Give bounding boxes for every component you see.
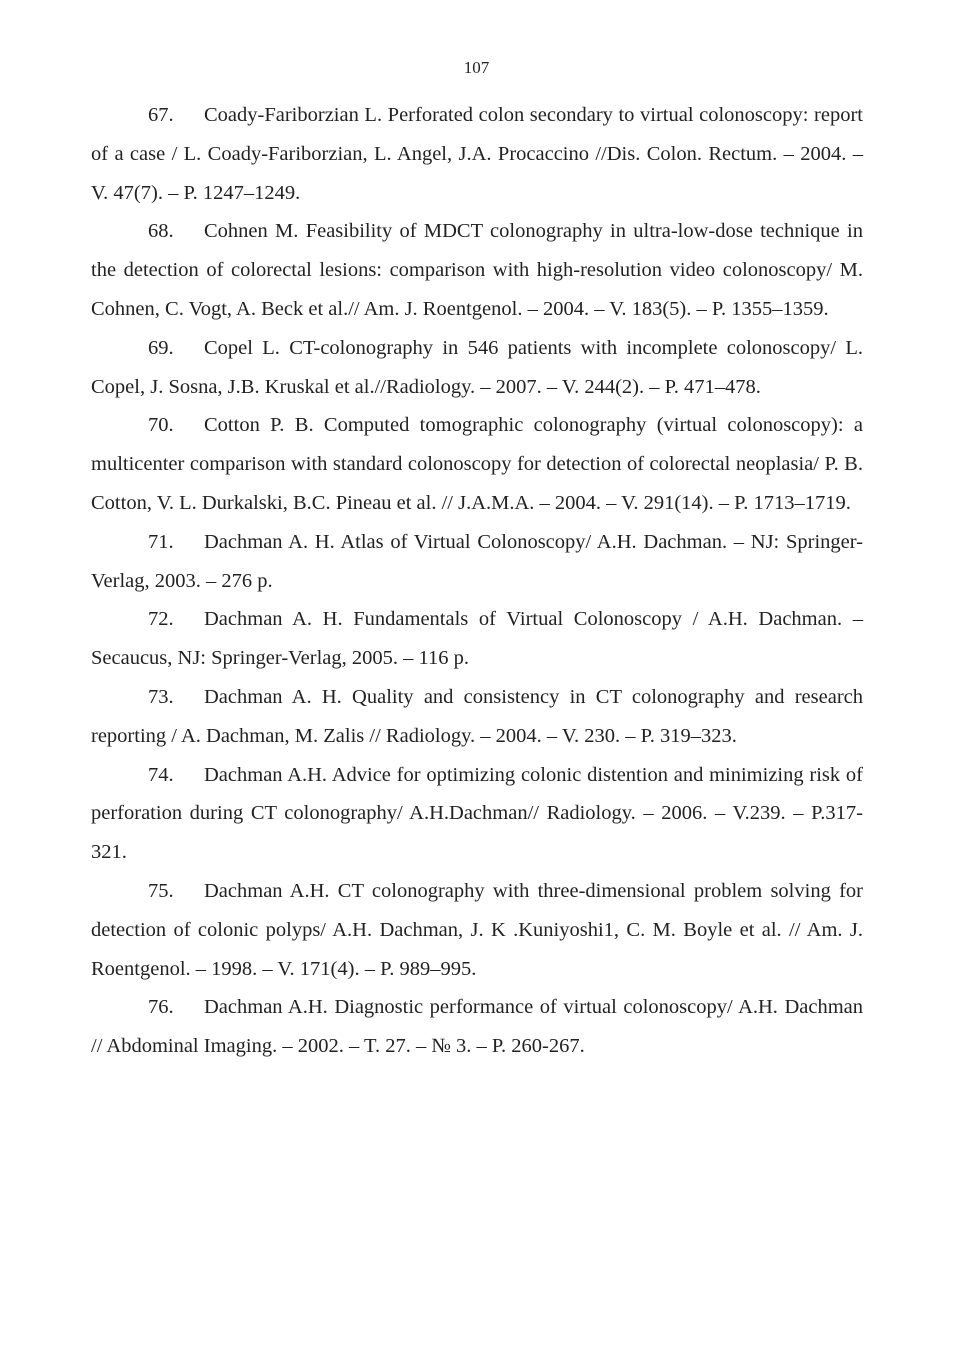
- reference-number: 70.: [148, 414, 174, 437]
- reference-text: Dachman A. H. Atlas of Virtual Colonoscopy/ A.H. Dachman. – NJ: Springer-Verlag, 2003. – 276 p.: [91, 530, 863, 592]
- reference-list: [91, 96, 863, 1066]
- reference-number: 69.: [148, 336, 174, 359]
- reference-text: Dachman A.H. Diagnostic performance of virtual colonoscopy/ A.H. Dachman // Abdominal Imaging. – 2002. – T. 27. – № 3. – P. 260-267.: [91, 996, 863, 1058]
- reference-number: 68.: [148, 220, 174, 243]
- reference-item-71: [91, 523, 863, 601]
- reference-text: Coady-Fariborzian L. Perforated colon secondary to virtual colonoscopy: report of a case / L. Coady-Fariborzian, L. Angel, J.A. Procaccino //Dis. Colon. Rectum. – 2004. – V. 47(7). – P. 1247–1249.: [91, 104, 863, 204]
- reference-number: 76.: [148, 996, 174, 1019]
- reference-text: Dachman A.H. Advice for optimizing colonic distention and minimizing risk of perforation during CT colonography/ A.H.Dachman// Radiology. – 2006. – V.239. – P.317-321.: [91, 763, 863, 864]
- reference-item-69: [91, 329, 863, 407]
- reference-text: Copel L. CT-colonography in 546 patients with incomplete colonoscopy/ L. Copel, J. Sosna, J.B. Kruskal et al.//Radiology. – 2007. – V. 244(2). – P. 471–478.: [91, 336, 863, 398]
- reference-item-68: [91, 212, 863, 328]
- reference-item-73: [91, 678, 863, 756]
- reference-item-70: [91, 406, 863, 522]
- reference-item-72: [91, 600, 863, 678]
- reference-item-74: [91, 756, 863, 872]
- reference-text: Dachman A. H. Quality and consistency in CT colonography and research reporting / A. Dachman, M. Zalis // Radiology. – 2004. – V. 230. – P. 319–323.: [91, 685, 863, 747]
- page-number: 107: [463, 58, 490, 77]
- reference-item-67: [91, 96, 863, 212]
- reference-number: 73.: [148, 685, 174, 708]
- reference-text: Cotton P. B. Computed tomographic colonography (virtual colonoscopy): a multicenter comparison with standard colonoscopy for detection of colorectal neoplasia/ P. B. Cotton, V. L. Durkalski, B.C. Pineau et al. // J.A.M.A. – 2004. – V. 291(14). – P. 1713–1719.: [91, 414, 863, 514]
- reference-text: Cohnen M. Feasibility of MDCT colonography in ultra-low-dose technique in the detection of colorectal lesions: comparison with high-resolution video colonoscopy/ M. Cohnen, C. Vogt, A. Beck et al.// Am. J. Roentgenol. – 2004. – V. 183(5). – P. 1355–1359.: [91, 220, 863, 320]
- reference-number: 71.: [148, 530, 174, 553]
- reference-item-76: [91, 988, 863, 1066]
- reference-number: 67.: [148, 104, 174, 126]
- reference-number: 75.: [148, 879, 174, 902]
- reference-item-75: [91, 872, 863, 988]
- reference-number: 74.: [148, 763, 174, 786]
- reference-number: 72.: [148, 608, 174, 631]
- reference-text: Dachman A. H. Fundamentals of Virtual Colonoscopy / A.H. Dachman. – Secaucus, NJ: Springer-Verlag, 2005. – 116 p.: [91, 608, 863, 670]
- reference-text: Dachman A.H. CT colonography with three-dimensional problem solving for detection of colonic polyps/ A.H. Dachman, J. K .Kuniyoshi1, C. M. Boyle et al. // Am. J. Roentgenol. – 1998. – V. 171(4). – P. 989–995.: [91, 879, 863, 980]
